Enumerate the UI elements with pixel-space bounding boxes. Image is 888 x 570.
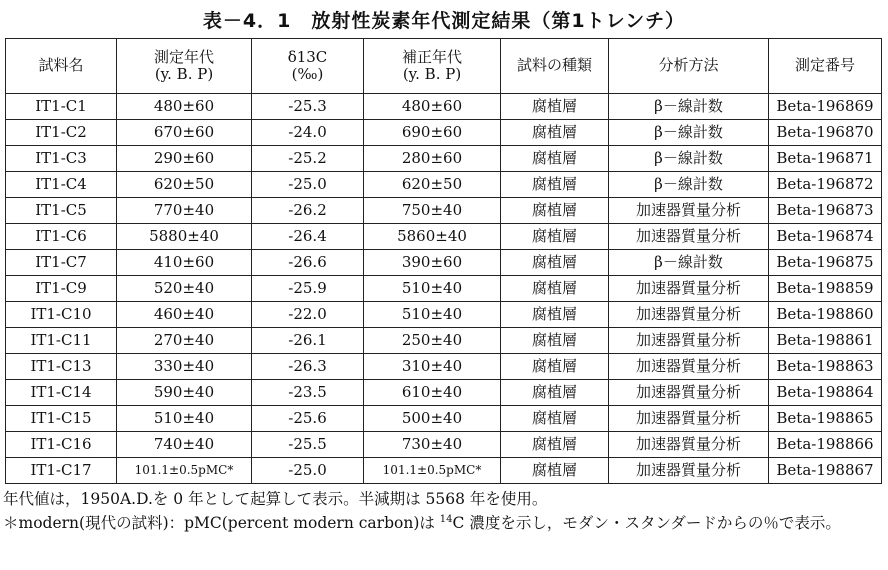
cell-sample-type: 腐植層 — [501, 250, 609, 276]
cell-sample-type: 腐植層 — [501, 458, 609, 484]
cell-corrected-age: 101.1±0.5pMC* — [364, 458, 501, 484]
cell-sample-type: 腐植層 — [501, 94, 609, 120]
cell-sample-name: IT1-C17 — [6, 458, 117, 484]
cell-measured-age: 520±40 — [117, 276, 252, 302]
cell-method: 加速器質量分析 — [609, 380, 769, 406]
header-unit: (y. B. P) — [154, 65, 214, 83]
cell-corrected-age: 5860±40 — [364, 224, 501, 250]
cell-lab-number: Beta-196869 — [769, 94, 882, 120]
cell-method: 加速器質量分析 — [609, 302, 769, 328]
cell-sample-name: IT1-C3 — [6, 146, 117, 172]
cell-sample-type: 腐植層 — [501, 302, 609, 328]
cell-measured-age: 620±50 — [117, 172, 252, 198]
cell-delta13c: -26.4 — [252, 224, 364, 250]
cell-delta13c: -23.5 — [252, 380, 364, 406]
cell-sample-type: 腐植層 — [501, 354, 609, 380]
table-row — [6, 406, 882, 432]
cell-sample-type: 腐植層 — [501, 406, 609, 432]
cell-corrected-age: 510±40 — [364, 302, 501, 328]
table-body — [6, 94, 882, 484]
table-row — [6, 224, 882, 250]
cell-measured-age: 740±40 — [117, 432, 252, 458]
table-row — [6, 302, 882, 328]
table-row — [6, 172, 882, 198]
table-row — [6, 380, 882, 406]
cell-method: 加速器質量分析 — [609, 328, 769, 354]
cell-method: 加速器質量分析 — [609, 198, 769, 224]
table-row — [6, 276, 882, 302]
header-sample-type — [501, 39, 609, 94]
cell-lab-number: Beta-196873 — [769, 198, 882, 224]
cell-lab-number: Beta-198867 — [769, 458, 882, 484]
cell-sample-type: 腐植層 — [501, 172, 609, 198]
cell-measured-age: 270±40 — [117, 328, 252, 354]
header-label: 試料名 — [38, 56, 84, 75]
header-label: 補正年代 — [401, 47, 462, 66]
cell-lab-number: Beta-198866 — [769, 432, 882, 458]
cell-method: β－線計数 — [609, 94, 769, 120]
footnote-modern-text-b: C 濃度を示し，モダン・スタンダードからの％で表示。 — [452, 514, 841, 533]
cell-delta13c: -26.2 — [252, 198, 364, 224]
cell-lab-number: Beta-196871 — [769, 146, 882, 172]
cell-method: β－線計数 — [609, 120, 769, 146]
table-row — [6, 432, 882, 458]
cell-corrected-age: 480±60 — [364, 94, 501, 120]
cell-sample-name: IT1-C10 — [6, 302, 117, 328]
header-label: δ13C — [287, 47, 328, 66]
cell-delta13c: -24.0 — [252, 120, 364, 146]
cell-delta13c: -26.3 — [252, 354, 364, 380]
cell-sample-name: IT1-C9 — [6, 276, 117, 302]
header-corrected-age — [364, 39, 501, 94]
header-lab-number — [769, 39, 882, 94]
cell-sample-name: IT1-C2 — [6, 120, 117, 146]
footnote-dating: 年代値は，1950A.D.を 0 年として起算して表示。半減期は 5568 年を使用。 — [3, 490, 548, 508]
table-row — [6, 250, 882, 276]
header-unit: (‰) — [291, 65, 324, 83]
cell-sample-name: IT1-C15 — [6, 406, 117, 432]
cell-measured-age: 290±60 — [117, 146, 252, 172]
cell-delta13c: -25.3 — [252, 94, 364, 120]
cell-sample-name: IT1-C7 — [6, 250, 117, 276]
cell-method: β－線計数 — [609, 250, 769, 276]
header-delta13c — [252, 39, 364, 94]
cell-lab-number: Beta-196875 — [769, 250, 882, 276]
header-label: 試料の種類 — [516, 56, 592, 75]
cell-delta13c: -22.0 — [252, 302, 364, 328]
table-row — [6, 94, 882, 120]
cell-corrected-age: 390±60 — [364, 250, 501, 276]
header-row — [6, 39, 882, 94]
cell-sample-type: 腐植層 — [501, 120, 609, 146]
header-method — [609, 39, 769, 94]
cell-sample-type: 腐植層 — [501, 432, 609, 458]
cell-delta13c: -25.9 — [252, 276, 364, 302]
cell-method: 加速器質量分析 — [609, 458, 769, 484]
cell-measured-age: 510±40 — [117, 406, 252, 432]
footnote-modern-text-a: ＊modern(現代の試料)：pMC(percent modern carbon)は — [3, 514, 440, 533]
cell-lab-number: Beta-198865 — [769, 406, 882, 432]
cell-measured-age: 410±60 — [117, 250, 252, 276]
cell-lab-number: Beta-196874 — [769, 224, 882, 250]
cell-measured-age: 480±60 — [117, 94, 252, 120]
cell-measured-age: 590±40 — [117, 380, 252, 406]
cell-method: 加速器質量分析 — [609, 406, 769, 432]
footnote-isotope-superscript: 14 — [439, 513, 453, 525]
cell-measured-age: 330±40 — [117, 354, 252, 380]
cell-corrected-age: 510±40 — [364, 276, 501, 302]
cell-measured-age: 5880±40 — [117, 224, 252, 250]
cell-sample-name: IT1-C13 — [6, 354, 117, 380]
cell-delta13c: -25.5 — [252, 432, 364, 458]
cell-sample-type: 腐植層 — [501, 146, 609, 172]
cell-sample-type: 腐植層 — [501, 224, 609, 250]
cell-corrected-age: 690±60 — [364, 120, 501, 146]
cell-corrected-age: 500±40 — [364, 406, 501, 432]
header-label: 分析方法 — [658, 56, 719, 75]
header-measured-age — [117, 39, 252, 94]
header-unit: (y. B. P) — [402, 65, 462, 83]
cell-lab-number: Beta-198860 — [769, 302, 882, 328]
cell-lab-number: Beta-198864 — [769, 380, 882, 406]
cell-delta13c: -25.0 — [252, 458, 364, 484]
cell-method: β－線計数 — [609, 146, 769, 172]
header-sample-name — [6, 39, 117, 94]
cell-lab-number: Beta-196872 — [769, 172, 882, 198]
cell-sample-type: 腐植層 — [501, 276, 609, 302]
cell-method: 加速器質量分析 — [609, 224, 769, 250]
cell-delta13c: -25.0 — [252, 172, 364, 198]
cell-method: 加速器質量分析 — [609, 354, 769, 380]
cell-lab-number: Beta-198861 — [769, 328, 882, 354]
cell-method: 加速器質量分析 — [609, 432, 769, 458]
cell-measured-age: 101.1±0.5pMC* — [117, 458, 252, 484]
cell-corrected-age: 730±40 — [364, 432, 501, 458]
header-label: 測定番号 — [794, 56, 855, 75]
table-row — [6, 328, 882, 354]
cell-measured-age: 770±40 — [117, 198, 252, 224]
cell-corrected-age: 610±40 — [364, 380, 501, 406]
cell-corrected-age: 310±40 — [364, 354, 501, 380]
cell-measured-age: 670±60 — [117, 120, 252, 146]
cell-corrected-age: 620±50 — [364, 172, 501, 198]
table-row — [6, 458, 882, 484]
cell-method: β－線計数 — [609, 172, 769, 198]
cell-lab-number: Beta-198859 — [769, 276, 882, 302]
cell-sample-name: IT1-C5 — [6, 198, 117, 224]
cell-sample-type: 腐植層 — [501, 328, 609, 354]
cell-sample-name: IT1-C11 — [6, 328, 117, 354]
cell-lab-number: Beta-196870 — [769, 120, 882, 146]
cell-corrected-age: 250±40 — [364, 328, 501, 354]
cell-sample-name: IT1-C4 — [6, 172, 117, 198]
cell-corrected-age: 750±40 — [364, 198, 501, 224]
table-row — [6, 146, 882, 172]
cell-delta13c: -25.6 — [252, 406, 364, 432]
cell-sample-name: IT1-C14 — [6, 380, 117, 406]
cell-measured-age: 460±40 — [117, 302, 252, 328]
cell-sample-type: 腐植層 — [501, 380, 609, 406]
cell-delta13c: -26.6 — [252, 250, 364, 276]
cell-corrected-age: 280±60 — [364, 146, 501, 172]
cell-lab-number: Beta-198863 — [769, 354, 882, 380]
cell-delta13c: -25.2 — [252, 146, 364, 172]
table-title: 表－4．1 放射性炭素年代測定結果（第1トレンチ） — [202, 10, 686, 32]
footnote-modern — [3, 513, 885, 534]
cell-delta13c: -26.1 — [252, 328, 364, 354]
cell-sample-name: IT1-C6 — [6, 224, 117, 250]
cell-method: 加速器質量分析 — [609, 276, 769, 302]
footnotes — [3, 489, 885, 537]
cell-sample-type: 腐植層 — [501, 198, 609, 224]
cell-sample-name: IT1-C16 — [6, 432, 117, 458]
cell-sample-name: IT1-C1 — [6, 94, 117, 120]
header-label: 測定年代 — [153, 47, 214, 66]
table-row — [6, 198, 882, 224]
table-row — [6, 120, 882, 146]
results-table — [5, 38, 882, 484]
table-row — [6, 354, 882, 380]
